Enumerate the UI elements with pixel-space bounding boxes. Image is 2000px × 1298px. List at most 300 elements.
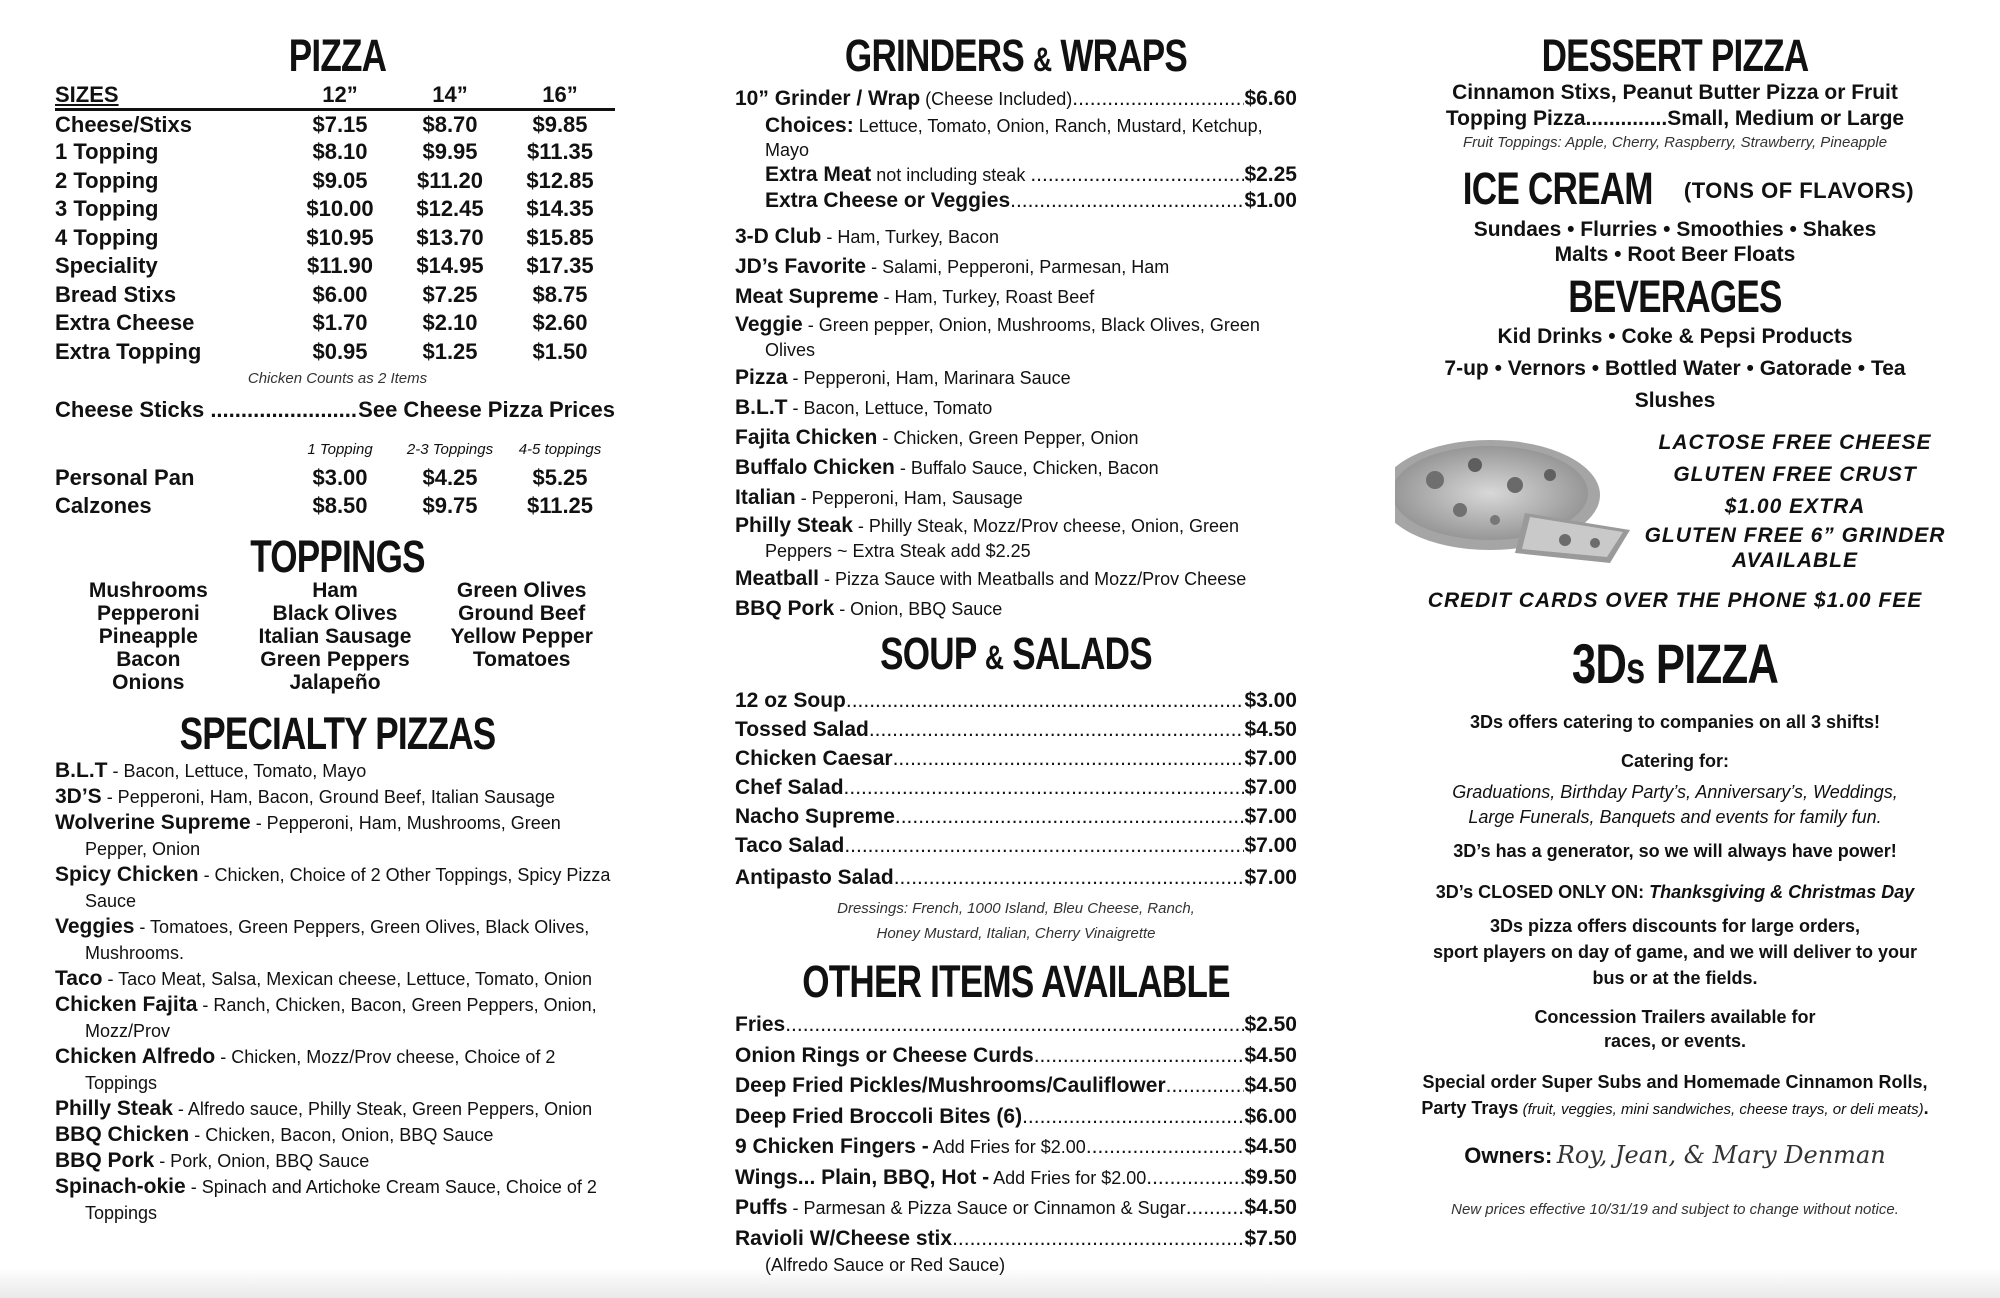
- item-desc: - Chicken, Bacon, Onion, BBQ Sauce: [189, 1124, 494, 1145]
- table-row: [55, 110, 615, 139]
- item-name: Chicken Caesar .....: [735, 744, 1244, 773]
- table-row: [735, 1041, 1297, 1072]
- table-row: [735, 1193, 1297, 1224]
- list-item: [55, 784, 620, 810]
- catering-events: [1395, 780, 1955, 830]
- pan-price-2: $4.25: [422, 464, 478, 490]
- item-desc: - Ranch, Chicken, Bacon, Green Peppers, Onion, Mozz/Prov: [85, 994, 597, 1041]
- pan-col-1: 1 Topping: [307, 440, 373, 458]
- soup-heading-b: SALADS: [1012, 628, 1152, 679]
- soup-heading: [797, 630, 1235, 682]
- extra-meat-price: $2.25: [1244, 163, 1297, 186]
- item-desc: - Alfredo sauce, Philly Steak, Green Peppers, Onion: [172, 1098, 593, 1119]
- list-item: [55, 914, 620, 966]
- item-name: 9 Chicken Fingers -: [735, 1135, 929, 1158]
- item-name: B.L.T: [735, 396, 788, 419]
- price-14: $7.25: [422, 281, 478, 307]
- chicken-note: Chicken Counts as 2 Items: [247, 370, 428, 387]
- list-item: Pineapple: [98, 624, 198, 648]
- specialty-heading: SPECIALTY PIZZAS: [179, 707, 496, 759]
- extra-cheese-price: $1.00: [1244, 189, 1297, 212]
- column-pizza: [55, 0, 620, 1226]
- table-row: [55, 492, 615, 521]
- item-price: $4.50: [1244, 1043, 1297, 1067]
- footer-note: New prices effective 10/31/19 and subject to change without notice.: [1451, 1201, 1899, 1218]
- column-dessert-info: [1395, 0, 1955, 1218]
- price-16: $1.50: [532, 338, 588, 364]
- catering-for-label: Catering for:: [1621, 751, 1729, 771]
- owners-line: [1395, 1141, 1955, 1169]
- available-line: AVAILABLE: [1731, 549, 1859, 572]
- discount-line-1: 3Ds pizza offers discounts for large orders,: [1489, 916, 1861, 936]
- pizza-image: [1395, 435, 1635, 565]
- price-12: $0.95: [312, 338, 368, 364]
- price-14: $9.95: [422, 139, 478, 165]
- discount-note: [1395, 913, 1955, 991]
- table-row: [55, 224, 615, 253]
- item-name: BBQ Pork: [55, 1148, 155, 1172]
- extra-charge-line: $1.00 EXTRA: [1724, 495, 1866, 518]
- item-desc: - Spinach and Artichoke Cream Sauce, Choice of 2 Toppings: [85, 1176, 597, 1223]
- list-item: [735, 252, 1297, 282]
- item-name: Spicy Chicken: [55, 862, 199, 886]
- row-name: Bread Stixs: [55, 281, 177, 307]
- row-name: 3 Topping: [55, 196, 159, 222]
- ravioli-note: (Alfredo Sauce or Red Sauce): [765, 1255, 1006, 1275]
- item-price: $4.50: [1244, 1074, 1297, 1097]
- item-name: Meatball: [735, 567, 820, 590]
- list-item: Italian Sausage: [258, 624, 412, 648]
- grinder-main-name: 10” Grinder / Wrap: [735, 87, 921, 110]
- item-desc: - Chicken, Green Pepper, Onion: [877, 428, 1139, 448]
- item-name: Nacho Supreme .....: [735, 802, 1244, 831]
- item-name: 3D’S: [55, 784, 102, 808]
- closed-days: Thanksgiving & Christmas Day: [1649, 882, 1915, 902]
- item-name: B.L.T: [55, 758, 108, 782]
- pan-col-3: 4-5 toppings: [518, 440, 602, 458]
- price-14: $8.70: [422, 111, 478, 137]
- item-desc: - Bacon, Lettuce, Tomato, Mayo: [107, 760, 367, 781]
- events-line-2: Large Funerals, Banquets and events for family fun.: [1468, 807, 1882, 827]
- item-price: $7.00: [1244, 747, 1297, 770]
- list-item: [735, 222, 1297, 252]
- dessert-line-2: Topping Pizza..............Small, Medium or Large: [1445, 107, 1905, 130]
- item-name: Veggies: [55, 914, 135, 938]
- list-item: [55, 758, 620, 784]
- closed-label: 3D’s CLOSED ONLY ON:: [1435, 882, 1650, 902]
- item-desc: - Pepperoni, Ham, Bacon, Ground Beef, Italian Sausage: [101, 786, 555, 807]
- item-name: BBQ Pork: [735, 597, 835, 620]
- table-row: [55, 464, 615, 493]
- dessert-line-1: Cinnamon Stixs, Peanut Butter Pizza or Fruit: [1452, 81, 1898, 104]
- catering-line: 3Ds offers catering to companies on all 3 shifts!: [1469, 712, 1881, 732]
- item-price: $9.50: [1244, 1165, 1297, 1189]
- price-12: $6.00: [312, 281, 368, 307]
- special-diet-block: [1395, 427, 1955, 573]
- item-name: Deep Fried Pickles/Mushrooms/Cauliflower: [735, 1074, 1166, 1097]
- table-row: [55, 195, 615, 224]
- table-row: [55, 338, 615, 367]
- item-name: BBQ Chicken: [55, 1122, 190, 1146]
- table-row: [735, 863, 1297, 892]
- list-item: Green Olives: [456, 578, 587, 602]
- list-item: Mushrooms: [88, 578, 208, 602]
- grinder-main-row: [735, 84, 1297, 114]
- price-16: $9.85: [532, 111, 588, 137]
- row-name: Calzones: [55, 493, 152, 519]
- item-name: Pizza: [735, 366, 788, 389]
- price-16: $8.75: [532, 281, 588, 307]
- table-row: [55, 281, 615, 310]
- table-row: [735, 1010, 1297, 1041]
- item-price: $4.50: [1244, 718, 1297, 741]
- item-desc: - Pork, Onion, BBQ Sauce: [154, 1150, 370, 1171]
- pizza-size-header: [55, 82, 615, 110]
- size-14: 14”: [395, 82, 505, 110]
- events-line-1: Graduations, Birthday Party’s, Anniversary’s, Weddings,: [1452, 782, 1898, 802]
- item-price: $7.00: [1244, 776, 1297, 799]
- ice-cream-heading: ICE CREAM: [1462, 163, 1653, 214]
- item-desc: - Tomatoes, Green Peppers, Green Olives, Black Olives, Mushrooms.: [85, 916, 590, 963]
- list-item: [735, 513, 1297, 564]
- discount-line-3: bus or at the fields.: [1592, 968, 1758, 988]
- item-name: Onion Rings or Cheese Curds: [735, 1043, 1034, 1067]
- dressings-line-2: Honey Mustard, Italian, Cherry Vinaigrette: [876, 925, 1156, 942]
- price-14: $1.25: [422, 338, 478, 364]
- dressings-line-1: Dressings: French, 1000 Island, Bleu Cheese, Ranch,: [837, 900, 1195, 917]
- item-name: 12 oz Soup .....: [735, 686, 1244, 715]
- price-16: $14.35: [526, 196, 594, 222]
- table-row: [735, 773, 1297, 802]
- sizes-label: SIZES: [55, 82, 285, 110]
- item-desc: - Pepperoni, Ham, Sausage: [795, 488, 1023, 508]
- gluten-free-crust-line: GLUTEN FREE CRUST: [1673, 463, 1917, 486]
- other-list: [735, 1010, 1297, 1276]
- price-14: $11.20: [416, 167, 484, 193]
- row-name: Cheese/Stixs: [55, 111, 192, 137]
- item-name: Chef Salad .....: [735, 773, 1244, 802]
- list-item: [735, 564, 1297, 594]
- item-desc: - Green pepper, Onion, Mushrooms, Black Olives, Green Olives: [765, 315, 1260, 360]
- table-row: [55, 167, 615, 196]
- grinder-choices: [735, 114, 1297, 162]
- ice-cream-heading-row: [1395, 165, 1955, 213]
- table-row: [55, 252, 615, 281]
- grinders-heading: [797, 32, 1235, 84]
- pan-calzone-table: [55, 435, 615, 521]
- item-name: Italian: [735, 486, 796, 509]
- price-12: $1.70: [312, 310, 368, 336]
- price-12: $7.15: [312, 111, 368, 137]
- item-name: Taco Salad .....: [735, 831, 1244, 860]
- grinder-main-price: $6.60: [1244, 87, 1297, 110]
- row-name: Extra Topping: [55, 338, 202, 364]
- item-note: Add Fries for $2.00: [989, 1167, 1147, 1188]
- size-12: 12”: [285, 82, 395, 110]
- table-row: [735, 1163, 1297, 1194]
- list-item: [55, 1174, 620, 1226]
- list-item: [55, 1122, 620, 1148]
- price-12: $8.10: [312, 139, 368, 165]
- item-desc: - Onion, BBQ Sauce: [834, 599, 1003, 619]
- list-item: [55, 1044, 620, 1096]
- credit-card-note: CREDIT CARDS OVER THE PHONE $1.00 FEE: [1427, 589, 1923, 612]
- row-name: Personal Pan: [55, 464, 195, 490]
- item-name: Chicken Fajita: [55, 992, 198, 1016]
- item-name: Fries: [735, 1013, 786, 1036]
- toppings-col-2: [242, 579, 429, 694]
- pan-col-2: 2-3 Toppings: [406, 440, 494, 458]
- pan-price-2: $9.75: [422, 493, 478, 519]
- item-price: $7.00: [1244, 834, 1297, 857]
- price-16: $11.35: [526, 139, 594, 165]
- list-item: [735, 393, 1297, 423]
- toppings-heading: TOPPINGS: [250, 530, 425, 582]
- cheese-sticks-value: See Cheese Pizza Prices: [358, 397, 615, 422]
- item-desc: - Chicken, Mozz/Prov cheese, Choice of 2 Toppings: [85, 1046, 556, 1093]
- item-name: Puffs: [735, 1196, 788, 1219]
- dessert-heading: DESSERT PIZZA: [1541, 30, 1809, 81]
- about-heading-s: s: [1626, 644, 1645, 693]
- beverages-line-1: Kid Drinks • Coke & Pepsi Products: [1497, 325, 1853, 348]
- item-name: Taco: [55, 966, 103, 990]
- pan-header: [55, 435, 615, 464]
- ice-cream-line-1: Sundaes • Flurries • Smoothies • Shakes: [1473, 218, 1877, 241]
- list-item: Pepperoni: [96, 601, 200, 625]
- table-row: [55, 138, 615, 167]
- soup-heading-a: SOUP: [880, 628, 976, 679]
- lactose-free-line: LACTOSE FREE CHEESE: [1658, 431, 1932, 454]
- table-row: [735, 744, 1297, 773]
- dressings-note: [735, 896, 1297, 946]
- table-row: [735, 1102, 1297, 1133]
- item-price: $7.00: [1244, 866, 1297, 889]
- pizza-slice-icon: [1395, 435, 1635, 565]
- about-heading-b: PIZZA: [1655, 632, 1779, 695]
- list-item: Onions: [112, 670, 185, 694]
- choices-text: Lettuce, Tomato, Onion, Ranch, Mustard, Ketchup, Mayo: [765, 116, 1263, 160]
- soup-heading-amp: &: [984, 639, 1004, 677]
- item-price: $7.00: [1244, 805, 1297, 828]
- list-item: [735, 453, 1297, 483]
- item-name: [735, 863, 1244, 892]
- list-item: Black Olives: [272, 601, 398, 625]
- list-item: [55, 966, 620, 992]
- list-item: Ham: [312, 578, 358, 602]
- list-item: [55, 1096, 620, 1122]
- item-price: $7.50: [1244, 1226, 1297, 1250]
- concession-line-1: Concession Trailers available for: [1534, 1007, 1816, 1027]
- concession-note: [1395, 1005, 1955, 1053]
- grinders-heading-a: GRINDERS: [844, 30, 1024, 81]
- item-desc: - Bacon, Lettuce, Tomato: [787, 398, 993, 418]
- item-price: $2.50: [1244, 1013, 1297, 1036]
- table-row: [735, 1071, 1297, 1102]
- column-grinders: [735, 0, 1297, 1276]
- list-item: [55, 1148, 620, 1174]
- row-name: Speciality: [55, 253, 158, 279]
- table-row: [735, 686, 1297, 715]
- item-name: Wolverine Supreme: [55, 810, 251, 834]
- price-14: $2.10: [422, 310, 478, 336]
- list-item: [735, 483, 1297, 513]
- table-row: [735, 715, 1297, 744]
- toppings-col-1: [55, 579, 242, 694]
- owners-signature: Roy, Jean, & Mary Denman: [1556, 1141, 1886, 1169]
- item-desc: - Chicken, Choice of 2 Other Toppings, Spicy Pizza Sauce: [85, 864, 611, 911]
- grinders-heading-amp: &: [1032, 41, 1052, 79]
- ice-cream-line-2: Malts • Root Beer Floats: [1554, 243, 1796, 266]
- item-name: Philly Steak: [735, 514, 853, 537]
- list-item: Bacon: [116, 647, 181, 671]
- item-price: $4.50: [1244, 1135, 1297, 1158]
- beverages-line-3: Slushes: [1634, 389, 1716, 412]
- item-name: Chicken Alfredo: [55, 1044, 216, 1068]
- fruit-note: Fruit Toppings: Apple, Cherry, Raspberry, Strawberry, Pineapple: [1462, 134, 1888, 151]
- item-name: Wings... Plain, BBQ, Hot -: [735, 1165, 990, 1189]
- item-name: Ravioli W/Cheese stix: [735, 1226, 953, 1250]
- price-16: $17.35: [526, 253, 594, 279]
- discount-line-2: sport players on day of game, and we will deliver to your: [1432, 942, 1918, 962]
- item-desc: - Ham, Turkey, Roast Beef: [878, 287, 1095, 307]
- price-12: $10.95: [306, 224, 374, 250]
- item-name: 3-D Club: [735, 225, 822, 248]
- price-14: $14.95: [416, 253, 484, 279]
- extra-meat-row: [735, 162, 1297, 188]
- item-name: Tossed Salad .....: [735, 715, 1244, 744]
- dessert-line-2b: Small, Medium or Large: [1667, 107, 1905, 130]
- special-diet-text: [1635, 427, 1955, 573]
- beverages-line-2: 7-up • Vernors • Bottled Water • Gatorade • Tea: [1444, 357, 1906, 380]
- item-desc: - Pepperoni, Ham, Mushrooms, Green Pepper, Onion: [85, 812, 561, 859]
- list-item: Ground Beef: [458, 601, 586, 625]
- soup-list: [735, 686, 1297, 892]
- special-order-note: [1395, 1069, 1955, 1123]
- item-price: $6.00: [1244, 1104, 1297, 1128]
- table-row: [735, 831, 1297, 860]
- pizza-heading: PIZZA: [288, 30, 387, 81]
- list-item: Green Peppers: [260, 647, 410, 671]
- item-desc: - Taco Meat, Salsa, Mexican cheese, Lettuce, Tomato, Onion: [102, 968, 593, 989]
- table-row: [735, 802, 1297, 831]
- extra-cheese-label: Extra Cheese or Veggies .....: [765, 188, 1244, 214]
- table-row: [55, 309, 615, 338]
- item-name: Meat Supreme: [735, 285, 879, 308]
- list-item: [735, 282, 1297, 312]
- item-desc: - Philly Steak, Mozz/Prov cheese, Onion, Green Peppers ~ Extra Steak add $2.25: [765, 516, 1240, 561]
- row-name: 1 Topping: [55, 139, 159, 165]
- party-trays-line: [1395, 1095, 1955, 1123]
- about-heading: [1457, 633, 1894, 700]
- extra-cheese-row: [735, 188, 1297, 214]
- list-item: Jalapeño: [289, 670, 381, 694]
- choices-label: Choices:: [765, 114, 854, 137]
- list-item: [735, 312, 1297, 363]
- owners-label: Owners:: [1464, 1143, 1553, 1168]
- item-desc: - Salami, Pepperoni, Parmesan, Ham: [866, 257, 1170, 277]
- pan-price-3: $5.25: [532, 464, 588, 490]
- pan-price-1: $3.00: [312, 464, 368, 490]
- price-16: $2.60: [532, 310, 588, 336]
- pan-price-1: $8.50: [312, 493, 368, 519]
- list-item: [55, 862, 620, 914]
- party-trays-end: .: [1923, 1098, 1929, 1118]
- pan-price-3: $11.25: [526, 493, 594, 519]
- price-14: $12.45: [416, 196, 484, 222]
- ice-cream-sub: (TONS OF FLAVORS): [1683, 178, 1915, 203]
- special-order-line: Special order Super Subs and Homemade Cinnamon Rolls,: [1422, 1072, 1928, 1092]
- row-name: 4 Topping: [55, 224, 159, 250]
- item-note: - Parmesan & Pizza Sauce or Cinnamon & Sugar: [787, 1198, 1186, 1218]
- closed-note: [1395, 882, 1955, 903]
- party-trays-label: Party Trays: [1421, 1098, 1519, 1118]
- other-heading: OTHER ITEMS AVAILABLE: [802, 956, 1230, 1007]
- generator-note: 3D’s has a generator, so we will always have power!: [1453, 841, 1897, 861]
- list-item: Tomatoes: [472, 647, 571, 671]
- item-price: $3.00: [1244, 689, 1297, 712]
- item-name: Fajita Chicken: [735, 426, 878, 449]
- list-item: [735, 594, 1297, 624]
- item-desc: - Buffalo Sauce, Chicken, Bacon: [894, 458, 1159, 478]
- specialty-list: [55, 758, 620, 1226]
- price-12: $10.00: [306, 196, 374, 222]
- gluten-free-grinder-line: GLUTEN FREE 6” GRINDER: [1644, 524, 1946, 547]
- cheese-sticks-row: [55, 397, 615, 423]
- price-12: $9.05: [312, 167, 368, 193]
- table-row: [735, 1132, 1297, 1163]
- price-12: $11.90: [306, 253, 374, 279]
- toppings-col-3: [428, 579, 615, 694]
- item-desc: - Pizza Sauce with Meatballs and Mozz/Prov Cheese: [819, 569, 1247, 589]
- grinder-main-note: (Cheese Included): [920, 89, 1073, 109]
- item-name: Buffalo Chicken: [735, 456, 895, 479]
- item-name: Veggie: [735, 313, 803, 336]
- item-price: $4.50: [1244, 1196, 1297, 1219]
- item-name: Spinach-okie: [55, 1174, 186, 1198]
- item-name: Deep Fried Broccoli Bites (6): [735, 1104, 1023, 1128]
- item-name: JD’s Favorite: [735, 255, 867, 278]
- item-desc: - Ham, Turkey, Bacon: [821, 227, 1000, 247]
- row-name: Extra Cheese: [55, 310, 195, 336]
- list-item: [55, 992, 620, 1044]
- list-item: [735, 363, 1297, 393]
- toppings-list: [55, 579, 615, 694]
- list-item: Yellow Pepper: [450, 624, 593, 648]
- extra-meat-label: Extra Meat: [765, 163, 872, 186]
- item-desc: - Pepperoni, Ham, Marinara Sauce: [787, 368, 1071, 388]
- about-heading-a: 3D: [1571, 632, 1627, 695]
- price-14: $13.70: [416, 224, 484, 250]
- price-16: $15.85: [526, 224, 594, 250]
- pizza-price-table: [55, 82, 615, 366]
- item-note: Add Fries for $2.00: [928, 1137, 1086, 1157]
- grinders-heading-b: WRAPS: [1060, 30, 1188, 81]
- item-name: Philly Steak: [55, 1096, 173, 1120]
- dessert-line-2a: Topping Pizza: [1445, 107, 1586, 130]
- list-item: [735, 423, 1297, 453]
- extra-meat-note: not including steak: [871, 165, 1031, 185]
- table-row: [735, 1224, 1297, 1255]
- grinder-main-block: [735, 84, 1297, 214]
- item-name-text: Antipasto Salad: [735, 866, 894, 889]
- grinder-list: [735, 222, 1297, 624]
- beverages-heading: BEVERAGES: [1568, 271, 1782, 322]
- cheese-sticks-label: Cheese Sticks .....: [55, 397, 358, 423]
- price-16: $12.85: [526, 167, 594, 193]
- list-item: [55, 810, 620, 862]
- row-name: 2 Topping: [55, 167, 159, 193]
- size-16: 16”: [505, 82, 615, 110]
